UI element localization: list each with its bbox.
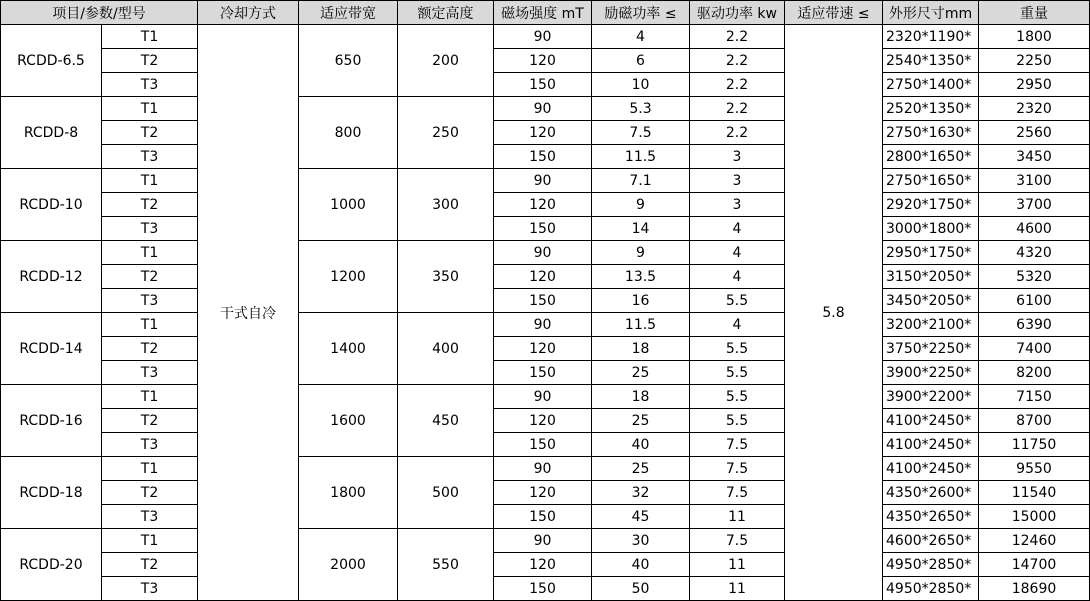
belt-width-cell: 650 xyxy=(299,25,398,97)
dimensions-cell: 4600*2650* xyxy=(883,529,979,553)
excitation-power-cell: 25 xyxy=(592,457,690,481)
rated-height-cell: 350 xyxy=(398,241,494,313)
excitation-power-cell: 18 xyxy=(592,337,690,361)
table-row xyxy=(1,433,1090,457)
weight-cell: 6100 xyxy=(979,289,1090,313)
drive-power-cell: 4 xyxy=(690,241,785,265)
weight-cell: 14700 xyxy=(979,553,1090,577)
table-row xyxy=(1,361,1090,385)
table-row xyxy=(1,529,1090,553)
drive-power-cell: 3 xyxy=(690,169,785,193)
type-cell: T1 xyxy=(102,25,198,49)
field-strength-cell: 120 xyxy=(494,193,592,217)
excitation-power-cell: 25 xyxy=(592,409,690,433)
excitation-power-cell: 7.5 xyxy=(592,121,690,145)
weight-cell: 18690 xyxy=(979,577,1090,601)
weight-cell: 7400 xyxy=(979,337,1090,361)
field-strength-cell: 120 xyxy=(494,49,592,73)
excitation-power-cell: 10 xyxy=(592,73,690,97)
field-strength-cell: 120 xyxy=(494,265,592,289)
type-cell: T2 xyxy=(102,265,198,289)
belt-width-cell: 1200 xyxy=(299,241,398,313)
table-row xyxy=(1,385,1090,409)
belt-width-cell: 2000 xyxy=(299,529,398,601)
header-field-strength: 磁场强度 mT xyxy=(494,1,592,25)
model-name-cell: RCDD-12 xyxy=(1,241,102,313)
field-strength-cell: 90 xyxy=(494,25,592,49)
table-row xyxy=(1,505,1090,529)
rated-height-cell: 400 xyxy=(398,313,494,385)
header-belt-width: 适应带宽 xyxy=(299,1,398,25)
weight-cell: 2250 xyxy=(979,49,1090,73)
table-row xyxy=(1,145,1090,169)
header-dimensions: 外形尺寸mm xyxy=(883,1,979,25)
header-weight: 重量 xyxy=(979,1,1090,25)
excitation-power-cell: 40 xyxy=(592,433,690,457)
excitation-power-cell: 9 xyxy=(592,193,690,217)
model-name-cell: RCDD-20 xyxy=(1,529,102,601)
dimensions-cell: 2920*1750* xyxy=(883,193,979,217)
excitation-power-cell: 14 xyxy=(592,217,690,241)
drive-power-cell: 7.5 xyxy=(690,457,785,481)
dimensions-cell: 3900*2200* xyxy=(883,385,979,409)
drive-power-cell: 5.5 xyxy=(690,361,785,385)
weight-cell: 4600 xyxy=(979,217,1090,241)
weight-cell: 12460 xyxy=(979,529,1090,553)
dimensions-cell: 3200*2100* xyxy=(883,313,979,337)
excitation-power-cell: 6 xyxy=(592,49,690,73)
field-strength-cell: 120 xyxy=(494,337,592,361)
type-cell: T3 xyxy=(102,505,198,529)
model-name-cell: RCDD-8 xyxy=(1,97,102,169)
type-cell: T3 xyxy=(102,361,198,385)
weight-cell: 2320 xyxy=(979,97,1090,121)
table-row xyxy=(1,97,1090,121)
belt-width-cell: 800 xyxy=(299,97,398,169)
dimensions-cell: 4100*2450* xyxy=(883,409,979,433)
drive-power-cell: 4 xyxy=(690,217,785,241)
table-row xyxy=(1,337,1090,361)
drive-power-cell: 3 xyxy=(690,193,785,217)
rated-height-cell: 550 xyxy=(398,529,494,601)
dimensions-cell: 2950*1750* xyxy=(883,241,979,265)
cooling-cell: 干式自冷 xyxy=(198,25,299,601)
type-cell: T3 xyxy=(102,577,198,601)
weight-cell: 11750 xyxy=(979,433,1090,457)
dimensions-cell: 3450*2050* xyxy=(883,289,979,313)
excitation-power-cell: 25 xyxy=(592,361,690,385)
rated-height-cell: 300 xyxy=(398,169,494,241)
excitation-power-cell: 11.5 xyxy=(592,313,690,337)
weight-cell: 8200 xyxy=(979,361,1090,385)
excitation-power-cell: 11.5 xyxy=(592,145,690,169)
weight-cell: 5320 xyxy=(979,265,1090,289)
table-row xyxy=(1,25,1090,49)
excitation-power-cell: 7.1 xyxy=(592,169,690,193)
excitation-power-cell: 9 xyxy=(592,241,690,265)
drive-power-cell: 5.5 xyxy=(690,385,785,409)
weight-cell: 4320 xyxy=(979,241,1090,265)
type-cell: T3 xyxy=(102,289,198,313)
type-cell: T1 xyxy=(102,241,198,265)
excitation-power-cell: 5.3 xyxy=(592,97,690,121)
table-row xyxy=(1,193,1090,217)
field-strength-cell: 150 xyxy=(494,289,592,313)
field-strength-cell: 120 xyxy=(494,553,592,577)
dimensions-cell: 2320*1190* xyxy=(883,25,979,49)
excitation-power-cell: 16 xyxy=(592,289,690,313)
drive-power-cell: 5.5 xyxy=(690,409,785,433)
weight-cell: 6390 xyxy=(979,313,1090,337)
drive-power-cell: 4 xyxy=(690,265,785,289)
type-cell: T1 xyxy=(102,457,198,481)
table-row xyxy=(1,217,1090,241)
model-name-cell: RCDD-14 xyxy=(1,313,102,385)
type-cell: T1 xyxy=(102,313,198,337)
table-row xyxy=(1,553,1090,577)
field-strength-cell: 150 xyxy=(494,73,592,97)
table-row xyxy=(1,481,1090,505)
excitation-power-cell: 45 xyxy=(592,505,690,529)
weight-cell: 11540 xyxy=(979,481,1090,505)
drive-power-cell: 11 xyxy=(690,553,785,577)
field-strength-cell: 90 xyxy=(494,457,592,481)
drive-power-cell: 7.5 xyxy=(690,529,785,553)
dimensions-cell: 2750*1400* xyxy=(883,73,979,97)
drive-power-cell: 2.2 xyxy=(690,25,785,49)
rated-height-cell: 450 xyxy=(398,385,494,457)
field-strength-cell: 150 xyxy=(494,361,592,385)
dimensions-cell: 2540*1350* xyxy=(883,49,979,73)
table-row xyxy=(1,49,1090,73)
rated-height-cell: 500 xyxy=(398,457,494,529)
dimensions-cell: 2750*1650* xyxy=(883,169,979,193)
field-strength-cell: 90 xyxy=(494,529,592,553)
type-cell: T2 xyxy=(102,121,198,145)
field-strength-cell: 90 xyxy=(494,97,592,121)
drive-power-cell: 3 xyxy=(690,145,785,169)
header-cooling: 冷却方式 xyxy=(198,1,299,25)
header-row xyxy=(1,1,1090,25)
type-cell: T2 xyxy=(102,193,198,217)
table-row xyxy=(1,409,1090,433)
table-body xyxy=(1,25,1090,601)
field-strength-cell: 150 xyxy=(494,145,592,169)
model-name-cell: RCDD-16 xyxy=(1,385,102,457)
dimensions-cell: 2800*1650* xyxy=(883,145,979,169)
header-rated-height: 额定高度 xyxy=(398,1,494,25)
excitation-power-cell: 32 xyxy=(592,481,690,505)
type-cell: T1 xyxy=(102,529,198,553)
type-cell: T2 xyxy=(102,337,198,361)
drive-power-cell: 2.2 xyxy=(690,121,785,145)
type-cell: T2 xyxy=(102,553,198,577)
table-row xyxy=(1,313,1090,337)
field-strength-cell: 90 xyxy=(494,241,592,265)
dimensions-cell: 4350*2600* xyxy=(883,481,979,505)
rated-height-cell: 200 xyxy=(398,25,494,97)
type-cell: T2 xyxy=(102,409,198,433)
table-row xyxy=(1,289,1090,313)
type-cell: T1 xyxy=(102,385,198,409)
field-strength-cell: 150 xyxy=(494,433,592,457)
table-row xyxy=(1,577,1090,601)
weight-cell: 2560 xyxy=(979,121,1090,145)
header-excitation-power: 励磁功率 ≤ xyxy=(592,1,690,25)
drive-power-cell: 11 xyxy=(690,505,785,529)
table-row xyxy=(1,265,1090,289)
drive-power-cell: 2.2 xyxy=(690,73,785,97)
belt-width-cell: 1400 xyxy=(299,313,398,385)
weight-cell: 7150 xyxy=(979,385,1090,409)
excitation-power-cell: 40 xyxy=(592,553,690,577)
dimensions-cell: 4100*2450* xyxy=(883,457,979,481)
dimensions-cell: 3900*2250* xyxy=(883,361,979,385)
excitation-power-cell: 18 xyxy=(592,385,690,409)
drive-power-cell: 5.5 xyxy=(690,337,785,361)
field-strength-cell: 120 xyxy=(494,121,592,145)
table-row xyxy=(1,457,1090,481)
weight-cell: 3450 xyxy=(979,145,1090,169)
drive-power-cell: 5.5 xyxy=(690,289,785,313)
dimensions-cell: 2750*1630* xyxy=(883,121,979,145)
type-cell: T3 xyxy=(102,145,198,169)
dimensions-cell: 4950*2850* xyxy=(883,577,979,601)
excitation-power-cell: 13.5 xyxy=(592,265,690,289)
belt-width-cell: 1000 xyxy=(299,169,398,241)
table-header xyxy=(1,1,1090,25)
type-cell: T3 xyxy=(102,73,198,97)
drive-power-cell: 7.5 xyxy=(690,433,785,457)
field-strength-cell: 90 xyxy=(494,385,592,409)
header-drive-power: 驱动功率 kw xyxy=(690,1,785,25)
header-model: 项目/参数/型号 xyxy=(1,1,198,25)
dimensions-cell: 4350*2650* xyxy=(883,505,979,529)
weight-cell: 9550 xyxy=(979,457,1090,481)
drive-power-cell: 11 xyxy=(690,577,785,601)
dimensions-cell: 4950*2850* xyxy=(883,553,979,577)
field-strength-cell: 150 xyxy=(494,505,592,529)
field-strength-cell: 120 xyxy=(494,409,592,433)
field-strength-cell: 90 xyxy=(494,313,592,337)
weight-cell: 8700 xyxy=(979,409,1090,433)
model-name-cell: RCDD-18 xyxy=(1,457,102,529)
excitation-power-cell: 50 xyxy=(592,577,690,601)
weight-cell: 15000 xyxy=(979,505,1090,529)
type-cell: T1 xyxy=(102,97,198,121)
type-cell: T2 xyxy=(102,49,198,73)
table-row xyxy=(1,169,1090,193)
field-strength-cell: 150 xyxy=(494,577,592,601)
drive-power-cell: 7.5 xyxy=(690,481,785,505)
model-name-cell: RCDD-10 xyxy=(1,169,102,241)
model-name-cell: RCDD-6.5 xyxy=(1,25,102,97)
dimensions-cell: 2520*1350* xyxy=(883,97,979,121)
drive-power-cell: 4 xyxy=(690,313,785,337)
type-cell: T2 xyxy=(102,481,198,505)
excitation-power-cell: 30 xyxy=(592,529,690,553)
field-strength-cell: 90 xyxy=(494,169,592,193)
weight-cell: 3100 xyxy=(979,169,1090,193)
table-row xyxy=(1,121,1090,145)
drive-power-cell: 2.2 xyxy=(690,49,785,73)
header-belt-speed: 适应带速 ≤ xyxy=(785,1,883,25)
weight-cell: 2950 xyxy=(979,73,1090,97)
belt-width-cell: 1600 xyxy=(299,385,398,457)
weight-cell: 1800 xyxy=(979,25,1090,49)
excitation-power-cell: 4 xyxy=(592,25,690,49)
table-row xyxy=(1,241,1090,265)
table-row xyxy=(1,73,1090,97)
dimensions-cell: 4100*2450* xyxy=(883,433,979,457)
rated-height-cell: 250 xyxy=(398,97,494,169)
type-cell: T3 xyxy=(102,433,198,457)
dimensions-cell: 3000*1800* xyxy=(883,217,979,241)
field-strength-cell: 150 xyxy=(494,217,592,241)
belt-width-cell: 1800 xyxy=(299,457,398,529)
type-cell: T3 xyxy=(102,217,198,241)
weight-cell: 3700 xyxy=(979,193,1090,217)
type-cell: T1 xyxy=(102,169,198,193)
dimensions-cell: 3150*2050* xyxy=(883,265,979,289)
field-strength-cell: 120 xyxy=(494,481,592,505)
dimensions-cell: 3750*2250* xyxy=(883,337,979,361)
belt-speed-cell: 5.8 xyxy=(785,25,883,601)
drive-power-cell: 2.2 xyxy=(690,97,785,121)
